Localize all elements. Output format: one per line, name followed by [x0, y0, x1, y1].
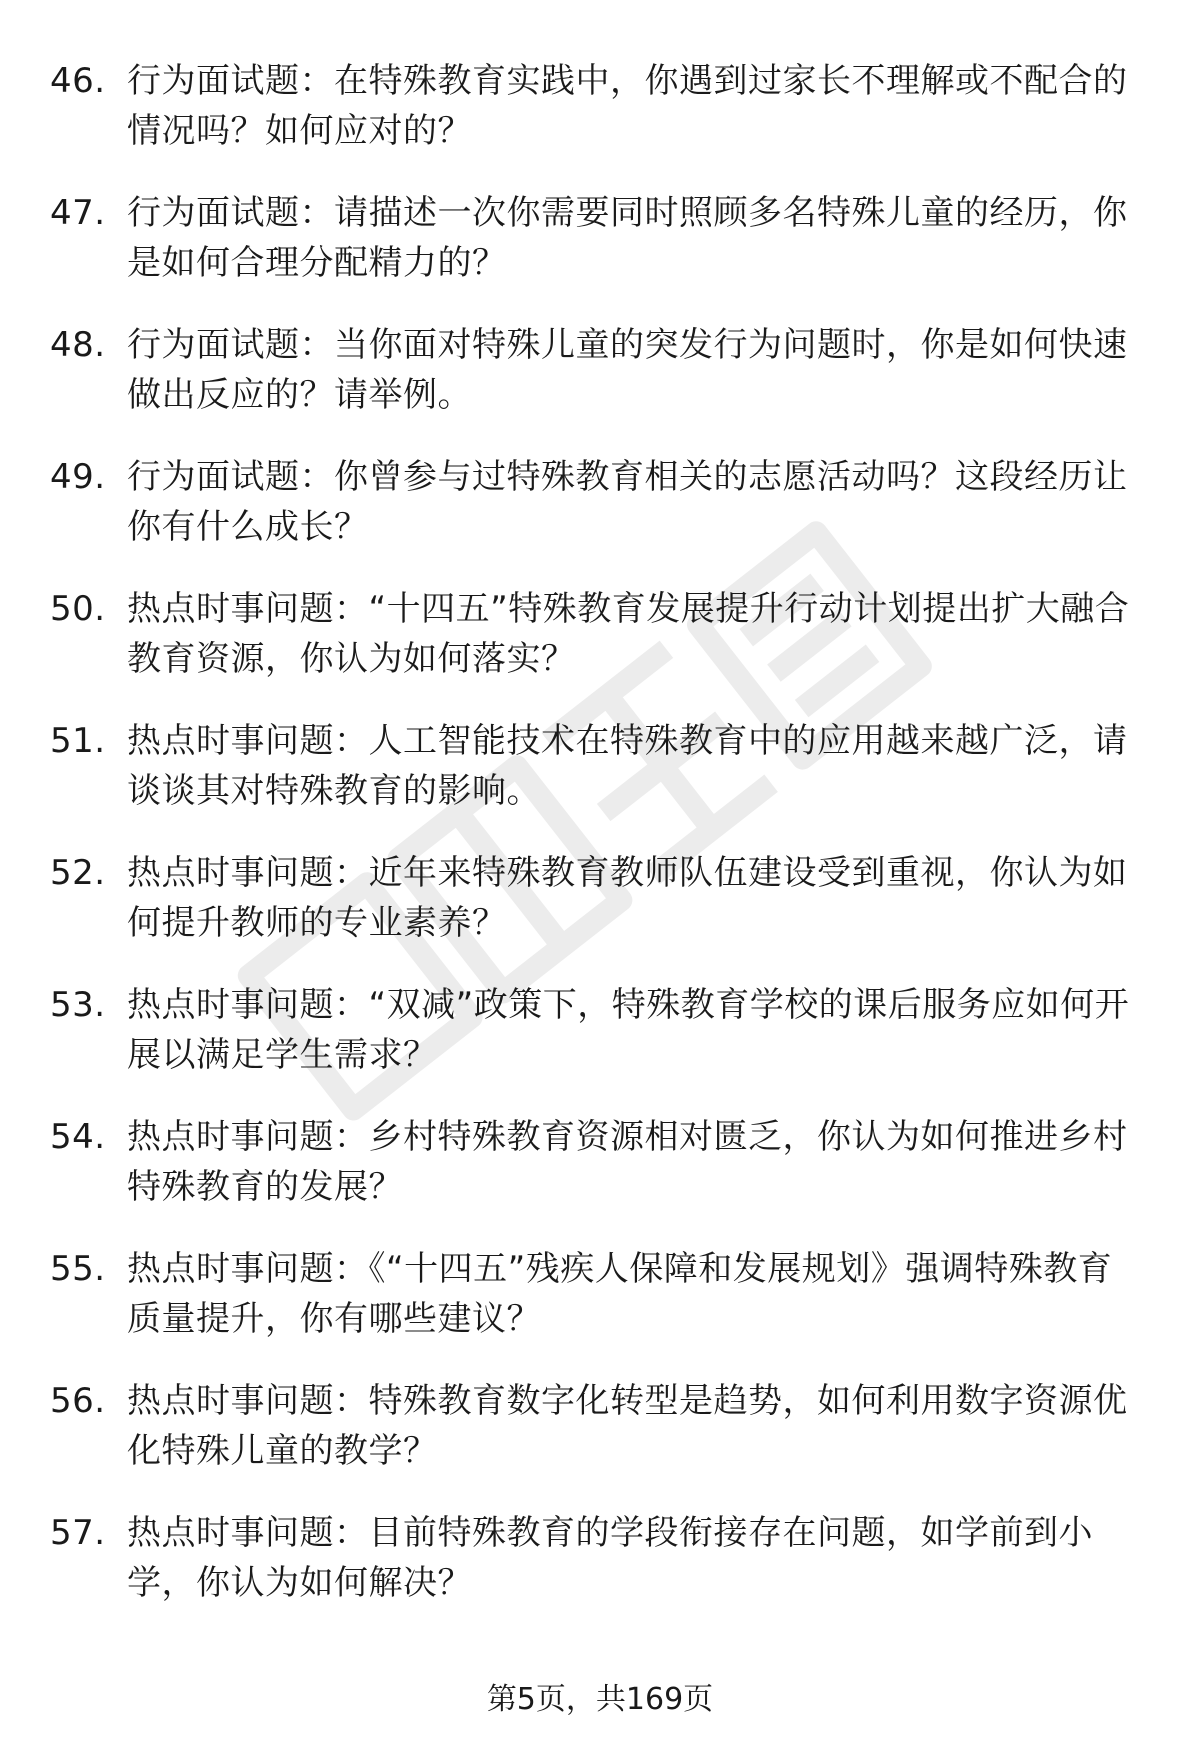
question-number: 46. [50, 61, 106, 101]
question-number: 52. [50, 853, 106, 893]
question-text: 热点时事问题：“十四五”特殊教育发展提升行动计划提出扩大融合教育资源，你认为如何落实？ [127, 589, 1130, 679]
question-text: 热点时事问题：目前特殊教育的学段衔接存在问题，如学前到小学，你认为如何解决？ [127, 1513, 1093, 1603]
list-item [50, 1376, 1140, 1508]
list-item [50, 848, 1140, 980]
list-item [50, 320, 1140, 452]
question-text: 热点时事问题：特殊教育数字化转型是趋势，如何利用数字资源优化特殊儿童的教学？ [127, 1381, 1128, 1471]
list-item [50, 980, 1140, 1112]
question-text: 热点时事问题：《“十四五”残疾人保障和发展规划》强调特殊教育质量提升，你有哪些建议？ [127, 1249, 1113, 1339]
list-item [50, 1112, 1140, 1244]
question-number: 49. [50, 457, 106, 497]
question-text: 行为面试题：请描述一次你需要同时照顾多名特殊儿童的经历，你是如何合理分配精力的？ [127, 193, 1128, 283]
list-item [50, 56, 1140, 188]
question-text: 行为面试题：你曾参与过特殊教育相关的志愿活动吗？这段经历让你有什么成长？ [127, 457, 1128, 547]
question-text: 热点时事问题：人工智能技术在特殊教育中的应用越来越广泛，请谈谈其对特殊教育的影响。 [127, 721, 1128, 811]
question-number: 47. [50, 193, 106, 233]
list-item [50, 188, 1140, 320]
page-footer: 第5页，共169页 [486, 1682, 714, 1717]
question-number: 57. [50, 1513, 106, 1553]
question-list [50, 56, 1140, 1640]
question-number: 50. [50, 589, 106, 629]
question-text: 热点时事问题：乡村特殊教育资源相对匮乏，你认为如何推进乡村特殊教育的发展？ [127, 1117, 1128, 1207]
question-number: 53. [50, 985, 106, 1025]
question-number: 48. [50, 325, 106, 365]
question-text: 热点时事问题：近年来特殊教育教师队伍建设受到重视，你认为如何提升教师的专业素养？ [127, 853, 1128, 943]
list-item [50, 452, 1140, 584]
list-item [50, 584, 1140, 716]
question-number: 56. [50, 1381, 106, 1421]
question-number: 54. [50, 1117, 106, 1157]
question-number: 55. [50, 1249, 106, 1289]
question-text: 行为面试题：当你面对特殊儿童的突发行为问题时，你是如何快速做出反应的？请举例。 [127, 325, 1128, 415]
list-item [50, 1244, 1140, 1376]
list-item [50, 716, 1140, 848]
question-number: 51. [50, 721, 106, 761]
list-item [50, 1508, 1140, 1640]
question-text: 行为面试题：在特殊教育实践中，你遇到过家长不理解或不配合的情况吗？如何应对的？ [127, 61, 1128, 151]
question-text: 热点时事问题：“双减”政策下，特殊教育学校的课后服务应如何开展以满足学生需求？ [127, 985, 1130, 1075]
